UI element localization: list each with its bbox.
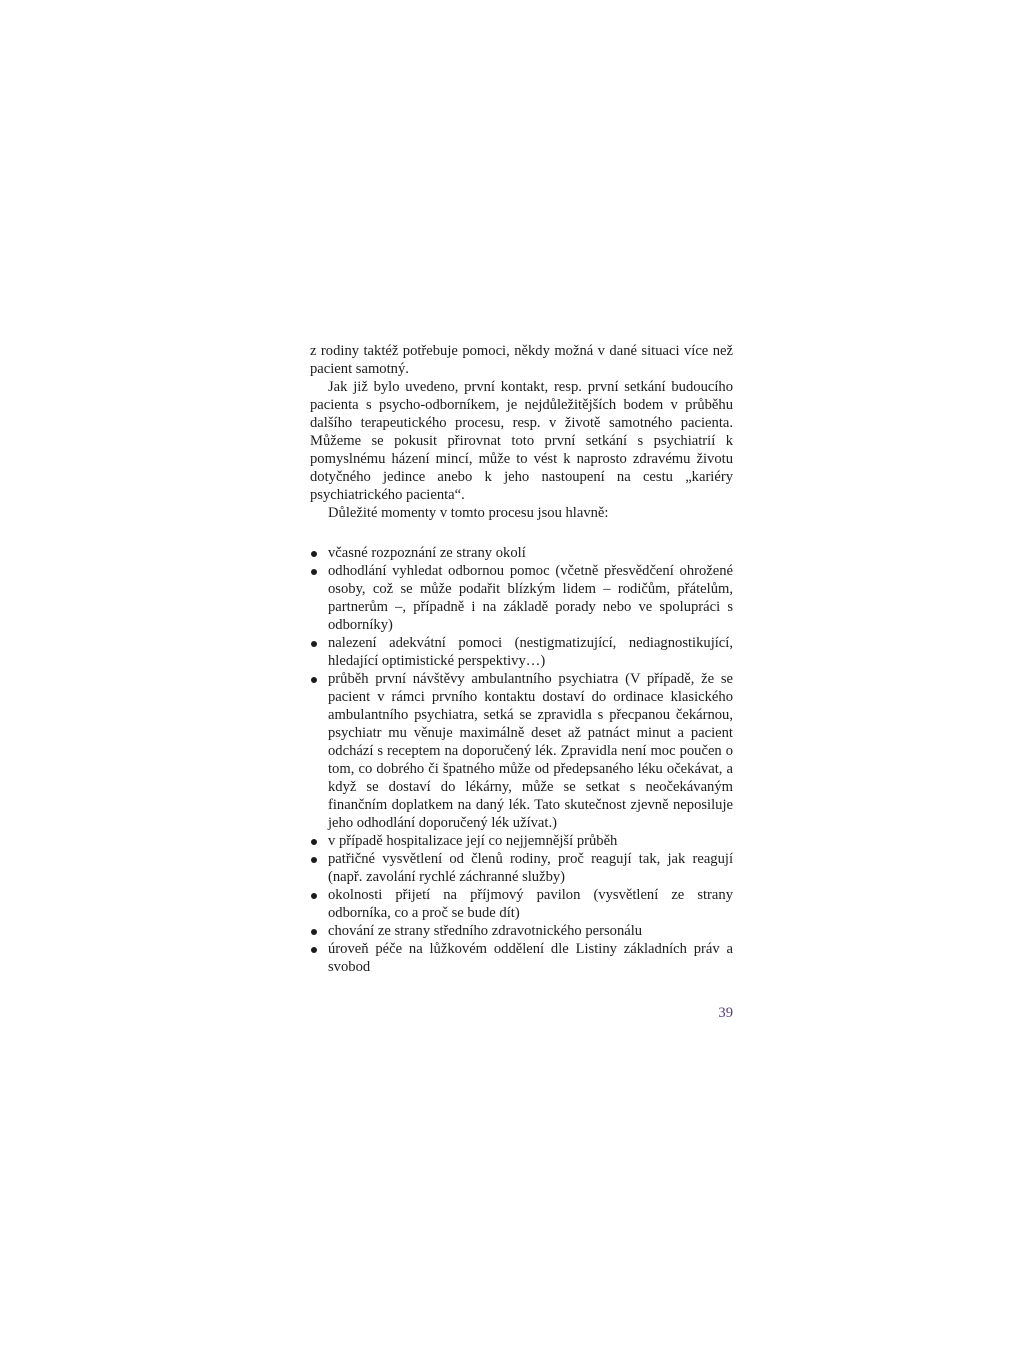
list-item-text: okolnosti přijetí na příjmový pavilon (vysvětlení ze strany odborníka, co a proč se bude dít) [328,887,733,921]
important-moments-list [310,544,733,976]
bullet-icon [311,929,317,935]
list-item-text: v případě hospitalizace její co nejjemnější průběh [328,833,618,849]
bullet-icon [311,677,317,683]
list-item-text: chování ze strany středního zdravotnického personálu [328,923,643,939]
list-item [310,544,733,562]
page-number: 39 [718,1005,733,1021]
bullet-icon [311,551,317,557]
list-item [310,634,733,670]
list-item [310,886,733,922]
list-item [310,922,733,940]
body-text [310,342,733,976]
bullet-icon [311,569,317,575]
list-item-text: úroveň péče na lůžkovém oddělení dle Listiny základních práv a svobod [328,941,733,975]
list-item-text: odhodlání vyhledat odbornou pomoc (včetně přesvědčení ohrožené osoby, což se může podařit blízkým lidem – rodičům, přátelům, partnerům –, případně i na základě porady nebo ve spolupráci s odborníky) [328,563,733,633]
list-item-text: nalezení adekvátní pomoci (nestigmatizující, nediagnostikující, hledající optimistické perspektivy…) [328,635,733,669]
bullet-icon [311,857,317,863]
list-item [310,832,733,850]
paragraph-first-contact: Jak již bylo uvedeno, první kontakt, resp. první setkání budoucího pacienta s psycho-odborníkem, je nejdůležitějších bodem v průběhu dalšího terapeutického procesu, resp. v životě samotného pacienta. Můžeme se pokusit přirovnat toto první setkání s psychiatrií k pomyslnému házení mincí, může to vést k naprosto zdravému životu dotyčného jedince anebo k jeho nastoupení na cestu „kariéry psychiatrického pacienta“. [310,379,733,503]
list-item [310,670,733,832]
bullet-icon [311,839,317,845]
list-item [310,562,733,634]
bullet-icon [311,947,317,953]
list-item-text: průběh první návštěvy ambulantního psychiatra (V případě, že se pacient v rámci prvního kontaktu dostaví do ordinace klasického ambulantního psychiatra, setká se zpravidla s přecpanou čekárnou, psychiatr mu věnuje maximálně deset až patnáct minut a pacient odchází s receptem na doporučený lék. Zpravidla není moc poučen o tom, co dobrého či špatného může od předepsaného léku očekávat, a když se dostaví do lékárny, může se setkat s neočekávaným finančním doplatkem na daný lék. Tato skutečnost zjevně neposiluje jeho odhodlání doporučený lék užívat.) [328,671,733,831]
list-item [310,850,733,886]
list-item-text: včasné rozpoznání ze strany okolí [328,545,526,561]
bullet-icon [311,893,317,899]
paragraph-continuation: z rodiny taktéž potřebuje pomoci, někdy možná v dané situaci více než pacient samotný. [310,343,733,377]
list-item [310,940,733,976]
paragraph-list-intro: Důležité momenty v tomto procesu jsou hlavně: [328,505,609,521]
list-item-text: patřičné vysvětlení od členů rodiny, proč reagují tak, jak reagují (např. zavolání rychlé záchranné služby) [328,851,733,885]
bullet-icon [311,641,317,647]
